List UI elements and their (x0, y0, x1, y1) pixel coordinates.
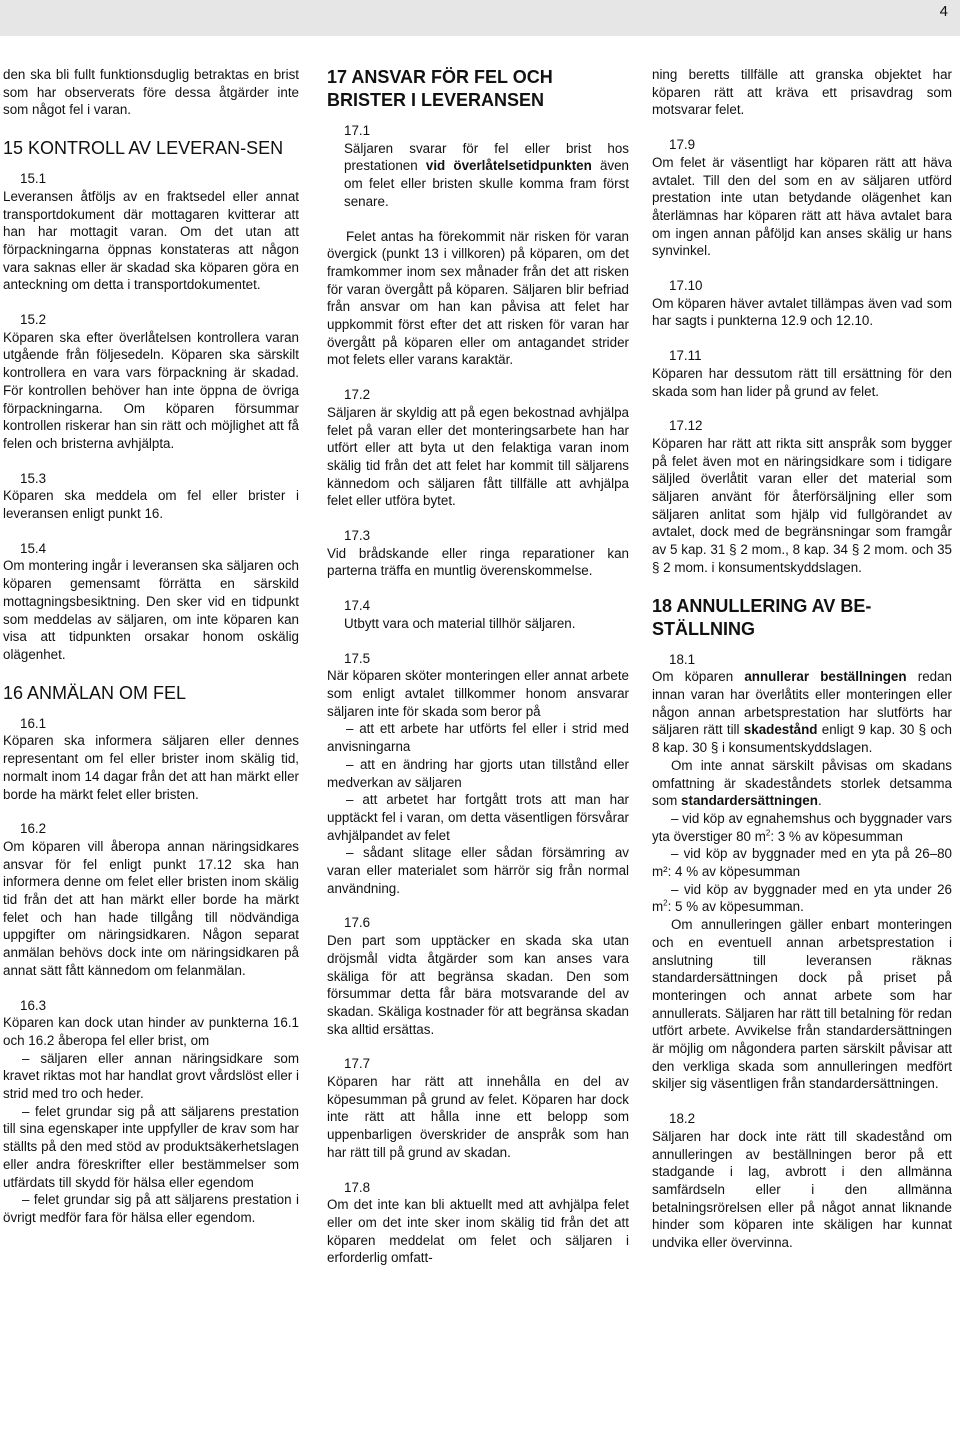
clause-16-1-number: 16.1 (20, 715, 47, 731)
clause-15-2-text: Köparen ska efter överlåtelsen kontrollera varan utgående från följesedeln. Köparen ska särskilt kontrollera en vara vars förpackning är skadad. För kontrollen behöver han inte öppna de övriga förpackningarna. Om köparen försummar kontrollen riskerar han sin rätt och möjlighet att få felen och bristerna avhjälpta. (3, 329, 299, 451)
clause-17-5-text: När köparen sköter monteringen eller annat arbete som enligt avtalet tillkommer honom ansvarar säljaren inte för skada som beror på (327, 668, 629, 719)
clause-16-2-text: Om köparen vill åberopa annan näringsidkares ansvar för fel enligt punkt 17.12 ska han informera denne om felet eller bristen inom skälig tid från det att han märkt eller borde ha märkt felet och han hade tillgång till nödvändiga uppgifter om näringsidkaren. Någon separat anmälan behövs dock inte om näringsidkaren på annat sätt fått kännedom om felanmälan. (3, 838, 299, 978)
clause-18-1-dash-item: – vid köp av byggnader med en yta under 26 $m^2$: 5 % av köpesumman. (652, 881, 952, 915)
clause-17-3-text: Vid brådskande eller ringa reparationer kan parterna träffa en muntlig överenskommelse. (327, 545, 629, 579)
clause-17-5-dash-item: – att en ändring har gjorts utan tillstånd eller medverkan av säljaren (327, 756, 629, 790)
clause-15-1-text: Leveransen åtföljs av en fraktsedel eller annat transportdokument där mottagaren kvitterar att han har mottagit varan. Om det utan att förpackningarna öppnas konstateras att någon vara saknas eller är skadad ska köparen göra en anteckning om detta i transportdokumentet. (3, 188, 299, 293)
continued-paragraph: ning beretts tillfälle att granska objektet har köparen rätt att kräva ett prisavdrag som motsvarar felet. (652, 67, 952, 118)
clause-18-1-dash-item: – vid köp av byggnader med en yta på 26–80 m²: 4 % av köpesumman (652, 846, 952, 880)
page-number: 4 (939, 3, 948, 20)
clause-18-1-number: 18.1 (669, 651, 696, 667)
clause-17-5-dash-item: – att ett arbete har utförts fel eller i strid med anvisningarna (327, 721, 629, 755)
section-15-heading: 15 KONTROLL AV LEVERAN-SEN (3, 138, 284, 159)
clause-18-1-paragraph-3: Om annulleringen gäller enbart monteringen och en eventuell annan arbetsprestation i anslutning till leveransen räknas standardersättningen dock på priset på monteringen och annat arbete som har annullerats. Säljaren har rätt till betalning för redan utfört arbete. Avvikelse från standardersättningen är möjlig om någondera parten särskilt påvisar att den verkliga skada som annulleringen medfört skiljer sig väsentligen från standardersättningen. (652, 917, 952, 1092)
section-16-heading: 16 ANMÄLAN OM FEL (3, 682, 187, 703)
clause-17-2-text: Säljaren är skyldig att på egen bekostnad avhjälpa felet på varan eller det monteringsarbete han har utfört eller att byta ut den felaktiga varan inom skälig tid från det att felet har kommit till säljarens kännedom och säljaren fått tillfälle att avhjälpa felet eller utföra bytet. (327, 404, 629, 509)
clause-17-5-dash-item: – sådant slitage eller sådan försämring av varan eller materialet som härrör sig från normal användning. (327, 845, 629, 896)
clause-15-2-number: 15.2 (20, 312, 47, 328)
clause-17-5-dash-item: – att arbetet har fortgått trots att man har upptäckt fel i varan, om detta väsentligen försvårar avhjälpandet av felet (327, 792, 629, 843)
clause-16-3-text: Köparen kan dock utan hinder av punkterna 16.1 och 16.2 åberopa fel eller brist, om (3, 1015, 299, 1048)
clause-17-1-text: Säljaren svarar för fel eller brist hos prestationen vid överlåtelsetidpunkten även om felet eller bristen skulle komma fram först senare. (344, 140, 629, 209)
clause-15-1-number: 15.1 (20, 171, 47, 187)
clause-17-11-number: 17.11 (669, 348, 702, 364)
section-18-heading: 18 ANNULLERING AV BE-STÄLLNING (652, 595, 872, 639)
clause-17-4-text: Utbytt vara och material tillhör säljaren. (344, 615, 576, 631)
clause-18-1-paragraph-2: Om inte annat särskilt påvisas om skadans omfattning är skadeståndets storlek detsamma som standardersättningen. (652, 757, 952, 809)
clause-17-1-paragraph-2: Felet antas ha förekommit när risken för varan övergick (punkt 13 i villkoren) på köparen, om det framkommer inom sex månader från det att risken för varan övergått på köparen. Säljaren blir befriad från ansvar om han kan påvisa att felet har uppkommit först efter det att risken för varan har övergått på köparen eller om antagandet strider mot felets eller varans karaktär. (327, 228, 629, 368)
clause-17-12-text: Köparen har rätt att rikta sitt anspråk som bygger på felet även mot en näringsidkare som i tidigare säljled överlåtit varan eller det material som säljaren använt för återförsäljning eller som säljaren anlitat som hjälp vid fullgörandet av avtalet, dock med de begränsningar som framgår av 5 kap. 31 § 2 mom., 8 kap. 34 § 2 mom. och 35 § 2 mom. i konsumentskyddslagen. (652, 435, 952, 575)
clause-16-3-dash-item: – felet grundar sig på att säljarens prestation i övrigt medför fara för hälsa eller egendom. (3, 1192, 299, 1225)
clause-15-3-number: 15.3 (20, 470, 47, 486)
clause-15-4-text: Om montering ingår i leveransen ska säljaren och köparen gemensamt förrätta en särskild mottagningsbesiktning. Den sker vid en tidpunkt som meddelas av säljaren, om inte köparen kan visa att tidpunkten orsakar honom oskälig olägenhet. (3, 558, 299, 662)
clause-17-6-number: 17.6 (344, 915, 371, 931)
clause-15-4-number: 15.4 (20, 540, 47, 556)
clause-17-8-text: Om det inte kan bli aktuellt med att avhjälpa felet eller om det inte sker inom skälig tid från det att köparen meddelat om felet och säljaren i erforderlig omfatt- (327, 1197, 629, 1266)
clause-17-12-number: 17.12 (669, 418, 703, 434)
clause-17-4-number: 17.4 (344, 598, 371, 614)
column-1 (3, 66, 299, 1227)
clause-16-1-text: Köparen ska informera säljaren eller dennes representant om fel eller brister inom skälig tid, normalt inom 14 dagar från det att han märkt eller borde ha märkt felet eller bristen. (3, 733, 299, 802)
column-2 (327, 66, 629, 1267)
clause-17-8-number: 17.8 (344, 1179, 371, 1195)
clause-17-2-number: 17.2 (344, 387, 371, 403)
intro-paragraph: den ska bli fullt funktionsduglig betraktas en brist som har observerats före dessa åtgärder inte som något fel i varan. (3, 67, 299, 118)
clause-17-7-text: Köparen har rätt att innehålla en del av köpesumman på grund av felet. Köparen har dock inte rätt att hålla inne ett belopp som uppenbarligen överskrider de anspråk som han har rätt till på grund av skadan. (327, 1074, 629, 1160)
column-3 (652, 66, 952, 1252)
clause-18-1-dash-item: – vid köp av egnahemshus och byggnader vars yta överstiger 80 $m^2$: 3 % av köpesumman (652, 810, 952, 844)
clause-15-3-text: Köparen ska meddela om fel eller brister i leveransen enligt punkt 16. (3, 488, 299, 522)
clause-18-1-text: Om köparen annullerar beställningen redan innan varan har överlåtits eller monteringen eller någon annan arbetsprestation har slutförts har säljaren rätt till skadestånd enligt 9 kap. 30 § och 8 kap. 30 § i konsumentskyddslagen. (652, 669, 952, 756)
clause-17-7-number: 17.7 (344, 1056, 371, 1072)
page-header-bar (0, 0, 960, 36)
clause-16-3-dash-item: – säljaren eller annan näringsidkare som kravet riktas mot har handlat grovt vårdslöst eller i strid med tro och heder. (3, 1050, 299, 1102)
clause-16-2-number: 16.2 (20, 821, 47, 837)
clause-17-1-number: 17.1 (344, 123, 371, 138)
clause-17-10-text: Om köparen häver avtalet tillämpas även vad som har sagts i punkterna 12.9 och 12.10. (652, 295, 952, 329)
clause-17-9-number: 17.9 (669, 137, 696, 153)
clause-17-3-number: 17.3 (344, 528, 371, 544)
clause-18-2-number: 18.2 (669, 1111, 696, 1127)
section-17-heading: 17 ANSVAR FÖR FEL OCH BRISTER I LEVERANSEN (327, 67, 553, 110)
clause-17-6-text: Den part som upptäcker en skada ska utan dröjsmål vidta åtgärder som kan anses vara skäliga för att begränsa skadan. Den som försummar detta får bära motsvarande del av skadan. Skäliga kostnader för att begränsa skadan ska alltid ersättas. (327, 933, 629, 1037)
clause-16-3-number: 16.3 (20, 997, 47, 1013)
clause-17-10-number: 17.10 (669, 278, 703, 294)
clause-17-9-text: Om felet är väsentligt har köparen rätt att häva avtalet. Till den del som en av säljaren utförd prestation inte utan betydande olägenhet kan återlämnas har köparen rätt att häva avtalet bara om ingen annan påföljd kan anses skälig ur hans synvinkel. (652, 154, 952, 259)
clause-18-2-text: Säljaren har dock inte rätt till skadestånd om annulleringen av beställningen beror på ett stadgande i lag, avbrott i den allmänna samfärdseln eller i den allmänna betalningsrörelsen eller på något annat liknande hinder som köparen inte skäligen har kunnat undvika eller övervinna. (652, 1128, 952, 1251)
clause-17-5-number: 17.5 (344, 650, 371, 666)
clause-16-3-dash-item: – felet grundar sig på att säljarens prestation till sina egenskaper inte uppfyller de krav som har ställts på den med stöd av produktsäkerhetslagen eller andra föreskrifter eller bestämmelser som utfärdats till skydd för hälsa eller egendom (3, 1103, 299, 1190)
clause-17-11-text: Köparen har dessutom rätt till ersättning för den skada som han lider på grund av felet. (652, 365, 952, 399)
